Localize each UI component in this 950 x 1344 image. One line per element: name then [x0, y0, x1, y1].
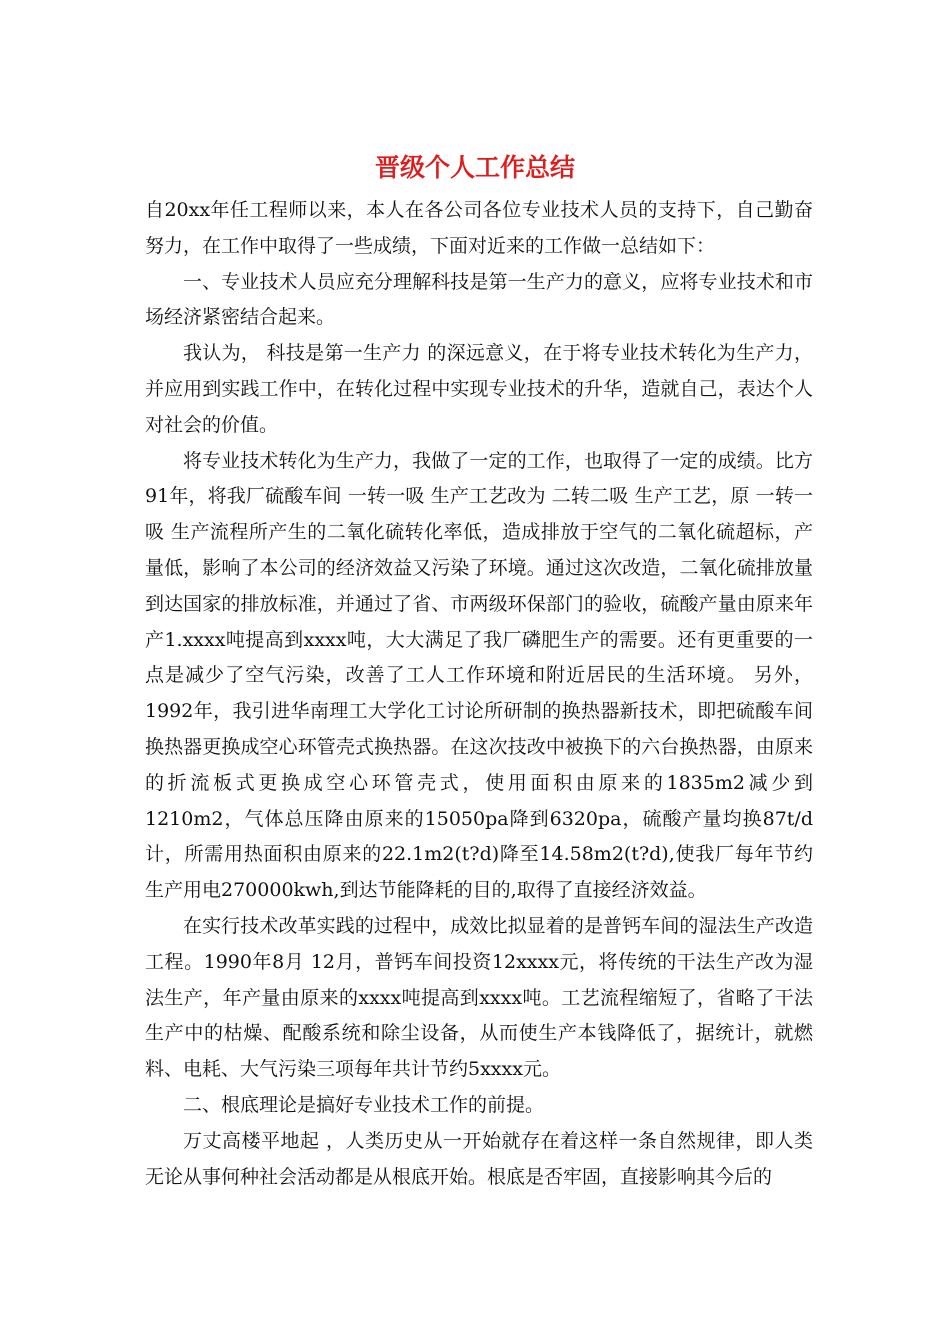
document-body: [145, 193, 813, 1195]
paragraph-foundation: 万丈高楼平地起 ，人类历史从一开始就存在着这样一条自然规律，即人类无论从事何种社会活动都是从根底开始。根底是否牢固，直接影响其今后的: [145, 1129, 813, 1188]
paragraph-reform: 在实行技术改革实践的过程中，成效比拟显着的是普钙车间的湿法生产改造工程。1990年8月 12月，普钙车间投资12xxxx元，将传统的干法生产改为湿法生产，年产量由原来的xxxx吨提高到xxxx吨。工艺流程缩短了，省略了干法生产中的枯燥、配酸系统和除尘设备，从而使生产本钱降低了，据统计，就燃料、电耗、大气污染三项每年共计节约5xxxx元。: [145, 914, 813, 1081]
paragraph-intro: 自20xx年任工程师以来，本人在各公司各位专业技术人员的支持下，自己勤奋努力，在工作中取得了一些成绩，下面对近来的工作做一总结如下：: [145, 199, 813, 257]
paragraph-achievements: 将专业技术转化为生产力，我做了一定的工作，也取得了一定的成绩。比方91年，将我厂硫酸车间 一转一吸 生产工艺改为 二转二吸 生产工艺，原 一转一吸 生产流程所产生的二氧化硫转化率低，造成排放于空气的二氧化硫超标，产量低，影响了本公司的经济效益又污染了环境。通过这次改造，二氧化硫排放量到达国家的排放标准，并通过了省、市两级环保部门的验收，硫酸产量由原来年产1.xxxx吨提高到xxxx吨，大大满足了我厂磷肥生产的需要。还有更重要的一点是减少了空气污染，改善了工人工作环境和附近居民的生活环境。 另外，1992年，我引进华南理工大学化工讨论所研制的换热器新技术，即把硫酸车间换热器更换成空心环管壳式换热器。在这次技改中被换下的六台换热器，由原来的折流板式更换成空心环管壳式，使用面积由原来的1835m2减少到1210m2，气体总压降由原来的15050pa降到6320pa，硫酸产量均换87t/d计，所需用热面积由原来的22.1m2(t?d)降至14.58m2(t?d),使我厂每年节约生产用电270000kwh,到达节能降耗的目的,取得了直接经济效益。: [145, 449, 813, 902]
document-title: 晋级个人工作总结: [374, 153, 575, 182]
paragraph-opinion: 我认为， 科技是第一生产力 的深远意义，在于将专业技术转化为生产力，并应用到实践工作中，在转化过程中实现专业技术的升华，造就自己，表达个人对社会的价值。: [145, 342, 813, 436]
paragraph-heading-1: 一、专业技术人员应充分理解科技是第一生产力的意义，应将专业技术和市场经济紧密结合起来。: [145, 270, 813, 329]
paragraph-heading-2: 二、根底理论是搞好专业技术工作的前提。: [183, 1093, 545, 1116]
